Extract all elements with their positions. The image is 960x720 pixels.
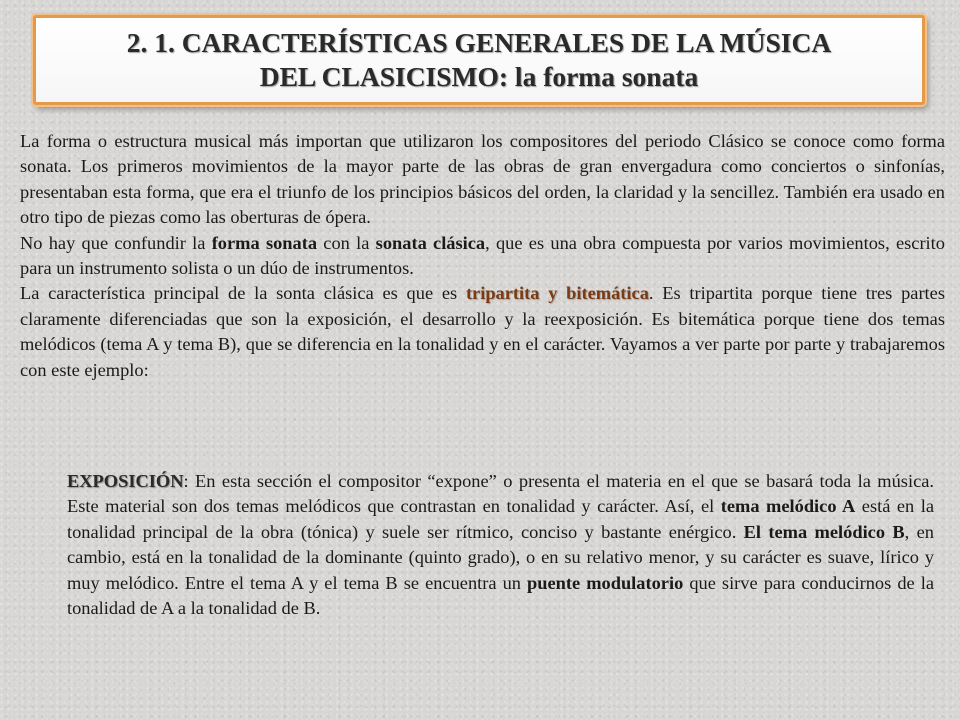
intro-paragraph-3 xyxy=(20,281,945,383)
title-box xyxy=(33,15,925,105)
bold-puente-modulatorio: puente modulatorio xyxy=(527,572,684,593)
exposicion-section xyxy=(67,469,934,621)
highlight-tripartita-bitematica: tripartita y bitemática xyxy=(465,283,649,304)
bold-tema-a: tema melódico A xyxy=(720,496,856,517)
text-run: La característica principal de la sonta clásica es que es xyxy=(20,283,466,304)
exposicion-paragraph xyxy=(67,469,934,621)
title-line-2: DEL CLASICISMO: la forma sonata xyxy=(259,61,699,92)
text-run: que sirve para conducirnos de la tonalidad de A a la tonalidad de B. xyxy=(67,572,934,619)
bold-sonata-clasica: sonata clásica xyxy=(375,232,486,253)
text-run: está en la tonalidad principal de la obra (tónica) y suele ser rítmico, conciso y bastante enérgico. xyxy=(67,496,934,542)
text-run: No hay que confundir la xyxy=(20,232,212,253)
text-run: con la xyxy=(317,232,376,253)
intro-paragraph-1: La forma o estructura musical más importan que utilizaron los compositores del periodo Clásico se conoce como forma sonata. Los primeros movimientos de la mayor parte de las obras de gran envergadura como conciertos o sinfonías, presentaban esta forma, que era el triunfo de los principios básicos del orden, la claridad y la sencillez. También era usado en otro tipo de piezas como las oberturas de ópera. xyxy=(20,131,945,228)
text-run: , que es una obra compuesta por varios movimientos, escrito para un instrumento solista o un dúo de instrumentos. xyxy=(20,232,945,279)
title-line-1: 2. 1. CARACTERÍSTICAS GENERALES DE LA MÚSICA xyxy=(126,27,832,58)
bold-tema-b: El tema melódico B xyxy=(743,521,905,542)
bold-forma-sonata: forma sonata xyxy=(211,232,318,253)
text-run: : En esta sección el compositor “expone” o presenta el materia en el que se basará toda la música. Este material son dos temas melódicos que contrastan en tonalidad y carácter. Así, el xyxy=(67,471,934,517)
intro-paragraph-2 xyxy=(20,231,945,282)
intro-text xyxy=(20,129,945,383)
text-run: , en cambio, está en la tonalidad de la dominante (quinto grado), o en su relativo menor, y su carácter es suave, lírico y muy melódico. Entre el tema A y el tema B se encuentra un xyxy=(67,521,934,593)
text-run: . Es tripartita porque tiene tres partes claramente diferenciadas que son la exposición, el desarrollo y la reexposición. Es bitemática porque tiene dos temas melódicos (tema A y tema B), que se diferencia en la tonalidad y en el carácter. Vayamos a ver parte por parte y trabajaremos con este ejemplo: xyxy=(20,283,945,380)
exposicion-heading: EXPOSICIÓN xyxy=(67,471,184,491)
